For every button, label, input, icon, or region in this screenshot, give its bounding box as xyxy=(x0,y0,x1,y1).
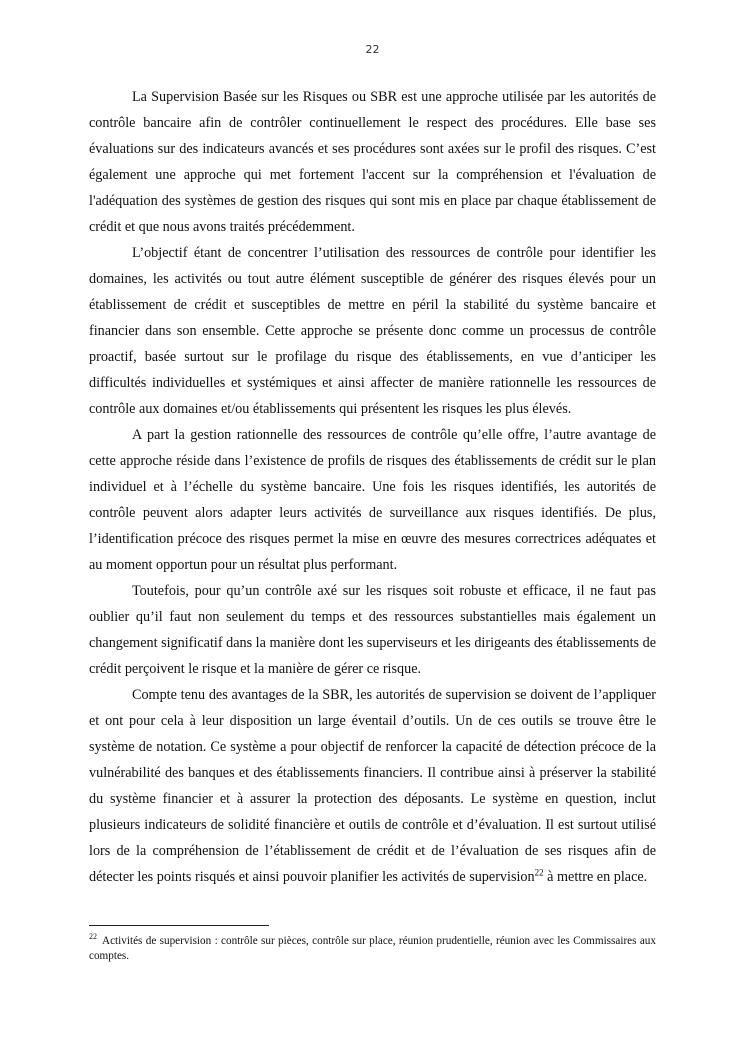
footnote-number: 22 xyxy=(89,932,97,942)
paragraph-advantages: A part la gestion rationnelle des ressources de contrôle qu’elle offre, l’autre avantage de cette approche réside dans l’existence de profils de risques des établissements de crédit sur le plan individuel et à l’échelle du système bancaire. Une fois les risques identifiés, les autorités de contrôle peuvent alors adapter leurs activités de surveillance aux risques identifiés. De plus, l’identification précoce des risques permet la mise en œuvre des mesures correctrices adéquates et au moment opportun pour un résultat plus performant. xyxy=(89,427,656,573)
paragraph-rating-text-end: à mettre en place. xyxy=(543,869,648,885)
footnote-separator xyxy=(89,925,269,926)
body-text xyxy=(89,84,656,890)
paragraph-rating-text: Compte tenu des avantages de la SBR, les autorités de supervision se doivent de l’appliquer et ont pour cela à leur disposition un large éventail d’outils. Un de ces outils se trouve être le système de notation. Ce système a pour objectif de renforcer la capacité de détection précoce de la vulnérabilité des banques et des établissements financiers. Il contribue ainsi à préserver la stabilité du système financier et à assurer la protection des déposants. Le système en question, inclut plusieurs indicateurs de solidité financière et outils de contrôle et d’évaluation. Il est surtout utilisé lors de la compréhension de l’établissement de crédit et de l’évaluation de ses risques afin de détecter les points risqués et ainsi pouvoir planifier les activités de supervision xyxy=(89,687,656,885)
paragraph-however: Toutefois, pour qu’un contrôle axé sur les risques soit robuste et efficace, il ne faut pas oublier qu’il faut non seulement du temps et des ressources substantielles mais également un changement significatif dans la manière dont les superviseurs et les dirigeants des établissements de crédit perçoivent le risque et la manière de gérer ce risque. xyxy=(89,583,656,677)
paragraph-objective: L’objectif étant de concentrer l’utilisation des ressources de contrôle pour identifier les domaines, les activités ou tout autre élément susceptible de générer des risques élevés pour un établissement de crédit et susceptibles de mettre en péril la stabilité du système bancaire et financier dans son ensemble. Cette approche se présente donc comme un processus de contrôle proactif, basée surtout sur le profilage du risque des établissements, en vue d’anticiper les difficultés individuelles et systémiques et ainsi affecter de manière rationnelle les ressources de contrôle aux domaines et/ou établissements qui présentent les risques les plus élevés. xyxy=(89,245,656,417)
footnote-reference[interactable]: 22 xyxy=(534,867,544,878)
paragraph-rating-system xyxy=(89,682,656,890)
page-number: 22 xyxy=(365,43,380,56)
footnote xyxy=(89,934,656,964)
footnote-text: Activités de supervision : contrôle sur pièces, contrôle sur place, réunion prudentielle, réunion avec les Commissaires aux comptes. xyxy=(89,935,656,962)
paragraph-sbr-definition: La Supervision Basée sur les Risques ou SBR est une approche utilisée par les autorités de contrôle bancaire afin de contrôler continuellement le respect des procédures. Elle base ses évaluations sur des indicateurs avancés et ses procédures sont axées sur le profil des risques. C’est également une approche qui met fortement l'accent sur la compréhension et l'évaluation de l'adéquation des systèmes de gestion des risques qui sont mis en place par chaque établissement de crédit et que nous avons traités précédemment. xyxy=(89,89,656,235)
